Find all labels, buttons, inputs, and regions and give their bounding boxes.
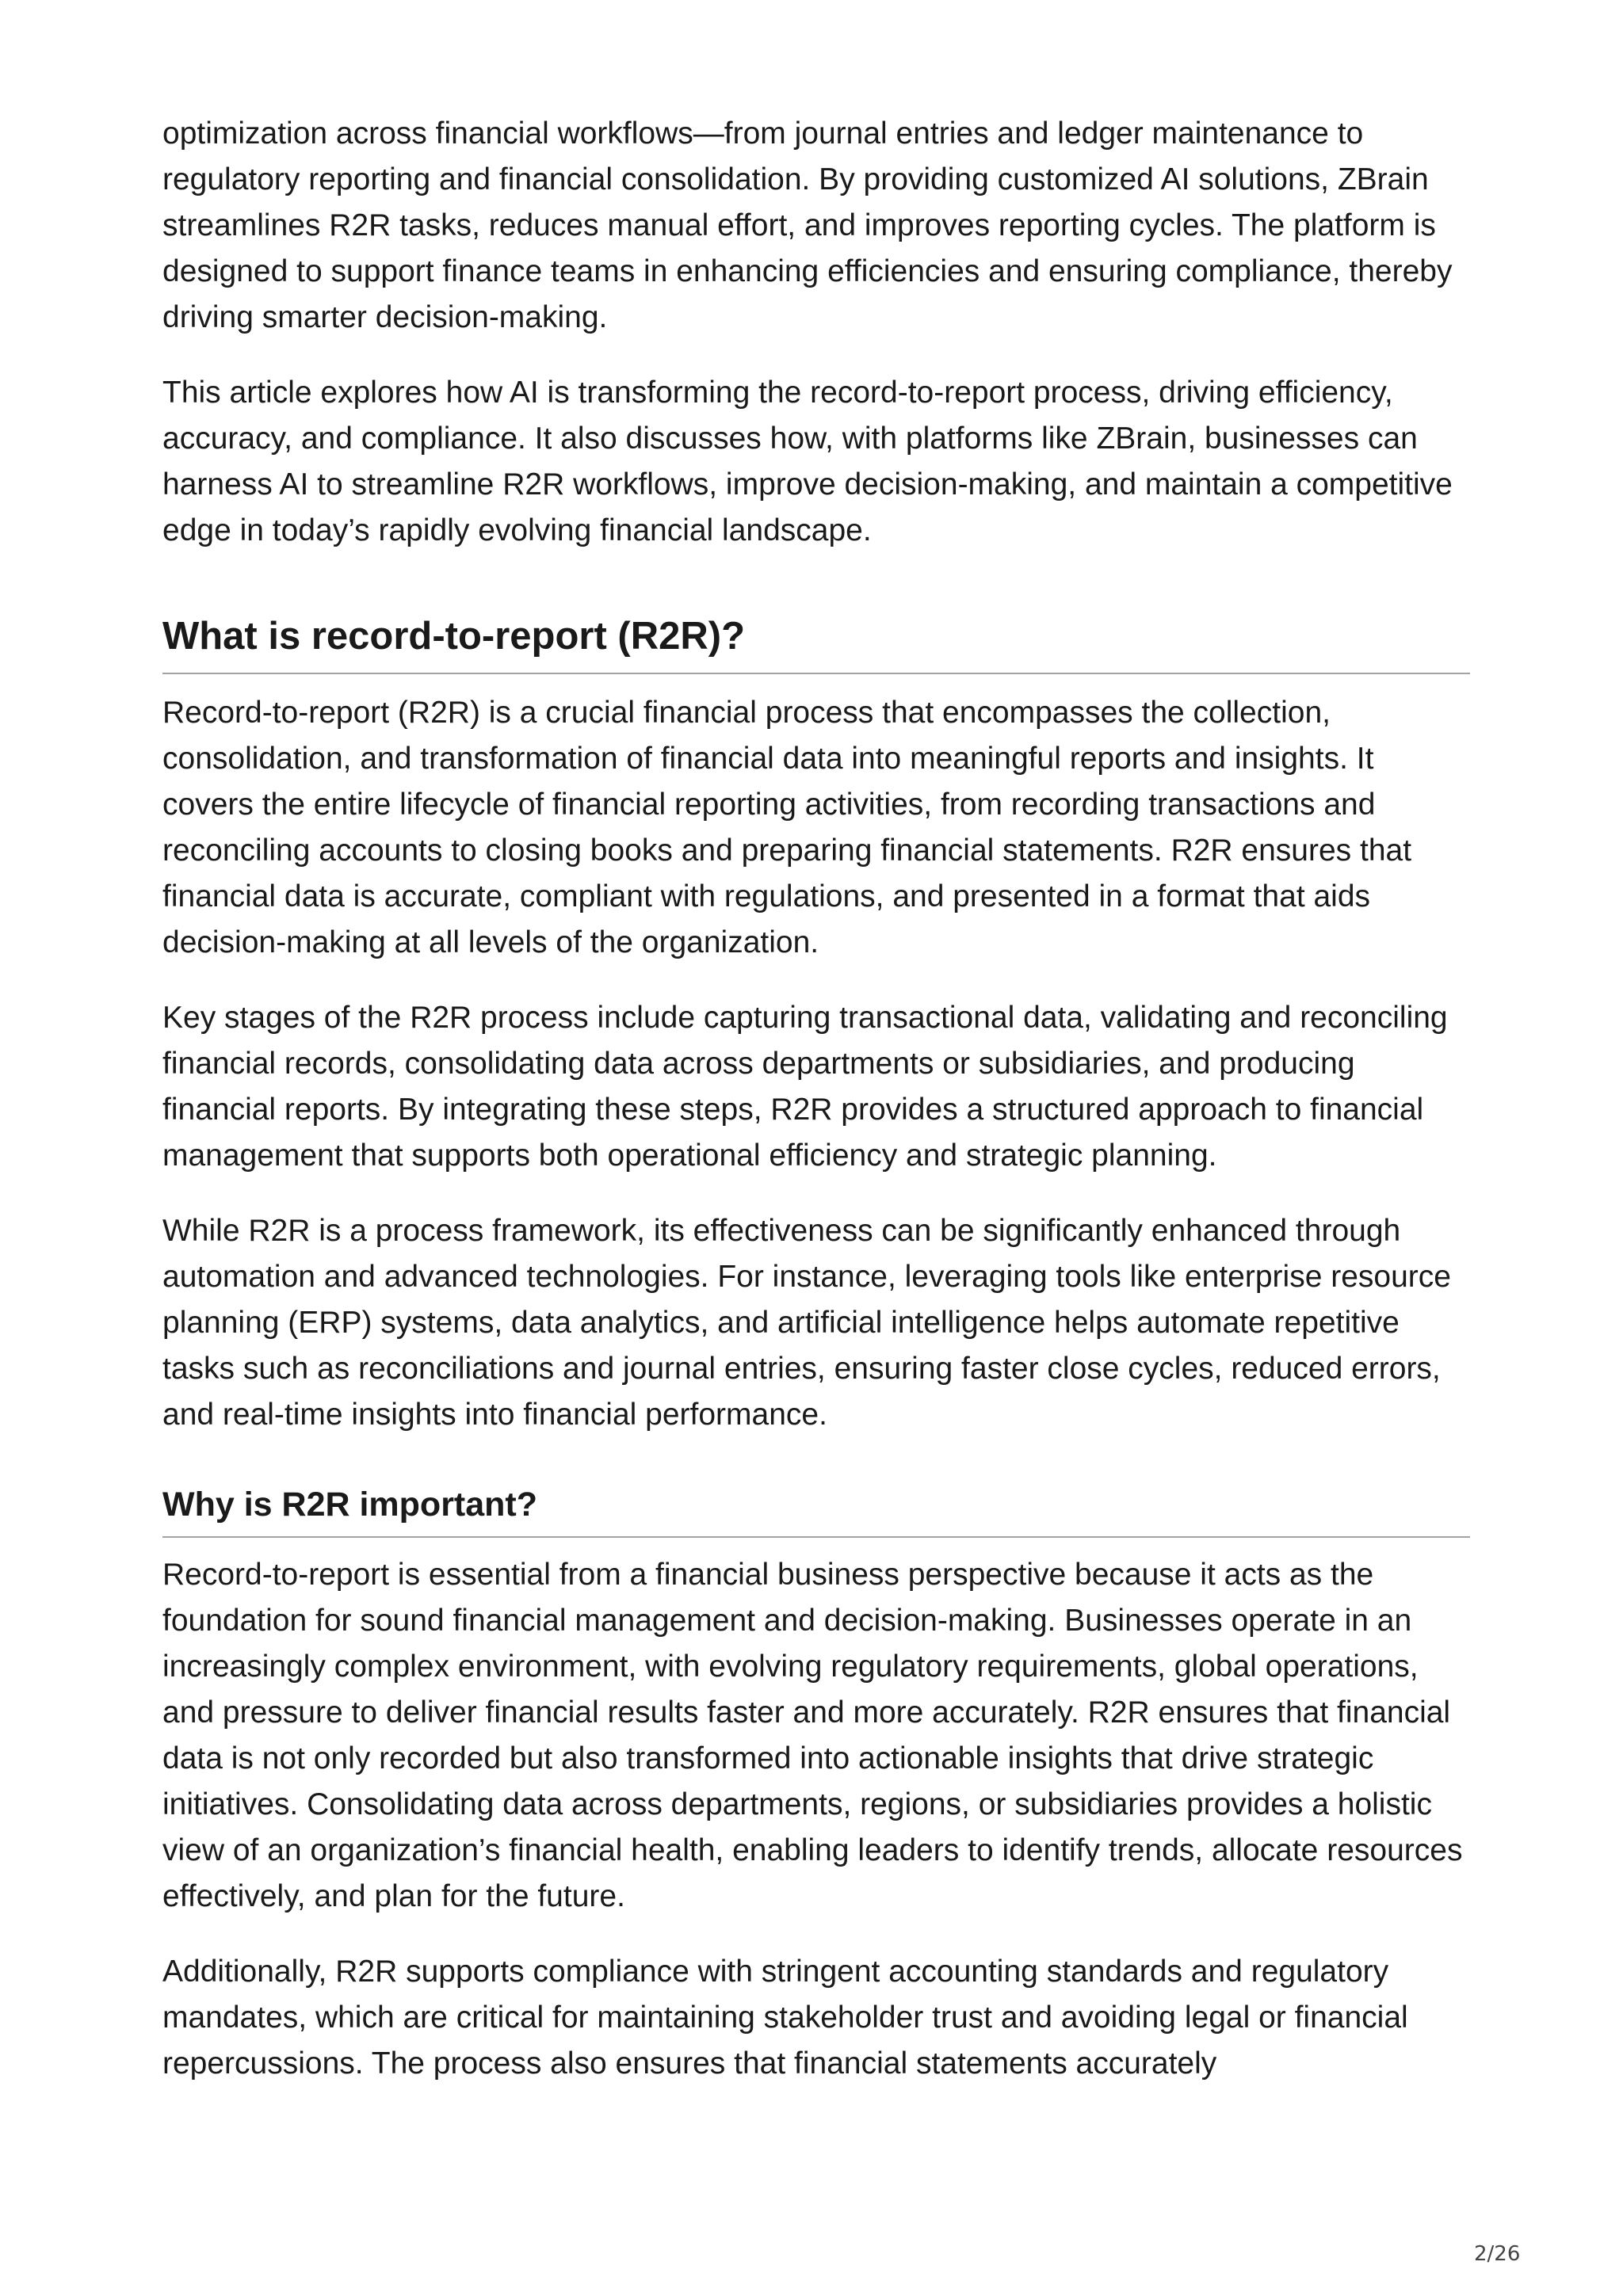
section-paragraph: Key stages of the R2R process include capturing transactional data, validating and reconciling financial records, consolidating data across departments or subsidiaries, and producing financial reports. By integrating these steps, R2R provides a structured approach to financial management that supports both operational efficiency and strategic planning.	[162, 1001, 1448, 1173]
section-paragraph: Record-to-report is essential from a financial business perspective because it acts as the foundation for sound financial management and decision-making. Businesses operate in an increasingly complex environment, with evolving regulatory requirements, global operations, and pressure to deliver financial results faster and more accurately. R2R ensures that financial data is not only recorded but also transformed into actionable insights that drive strategic initiatives. Consolidating data across departments, regions, or subsidiaries provides a holistic view of an organization’s financial health, enabling leaders to identify trends, allocate resources effectively, and plan for the future.	[162, 1558, 1463, 1913]
section-paragraph: Additionally, R2R supports compliance with stringent accounting standards and regulatory mandates, which are critical for maintaining stakeholder trust and avoiding legal or financial repercussions. The process also ensures that financial statements accurately	[162, 1955, 1408, 2081]
section-paragraph: Record-to-report (R2R) is a crucial financial process that encompasses the collection, consolidation, and transformation of financial data into meaningful reports and insights. It covers the entire lifecycle of financial reporting activities, from recording transactions and reconciling accounts to closing books and preparing financial statements. R2R ensures that financial data is accurate, compliant with regulations, and presented in a format that aids decision-making at all levels of the organization.	[162, 696, 1412, 959]
section-heading-why-r2r-important: Why is R2R important?	[162, 1482, 1470, 1538]
document-page	[162, 111, 1470, 2116]
intro-paragraph: optimization across financial workflows—from journal entries and ledger maintenance to regulatory reporting and financial consolidation. By providing customized AI solutions, ZBrain streamlines R2R tasks, reduces manual effort, and improves reporting cycles. The platform is designed to support finance teams in enhancing efficiencies and ensuring compliance, thereby driving smarter decision-making.	[162, 116, 1453, 334]
section-paragraph: While R2R is a process framework, its effectiveness can be significantly enhanced through automation and advanced technologies. For instance, leveraging tools like enterprise resource planning (ERP) systems, data analytics, and artificial intelligence helps automate repetitive tasks such as reconciliations and journal entries, ensuring faster close cycles, reduced errors, and real-time insights into financial performance.	[162, 1214, 1451, 1432]
intro-paragraph: This article explores how AI is transforming the record-to-report process, driving efficiency, accuracy, and compliance. It also discusses how, with platforms like ZBrain, businesses can harness AI to streamline R2R workflows, improve decision-making, and maintain a competitive edge in today’s rapidly evolving financial landscape.	[162, 376, 1453, 547]
section-heading-what-is-r2r: What is record-to-report (R2R)?	[162, 611, 1470, 674]
page-number: 2/26	[1474, 2242, 1521, 2266]
